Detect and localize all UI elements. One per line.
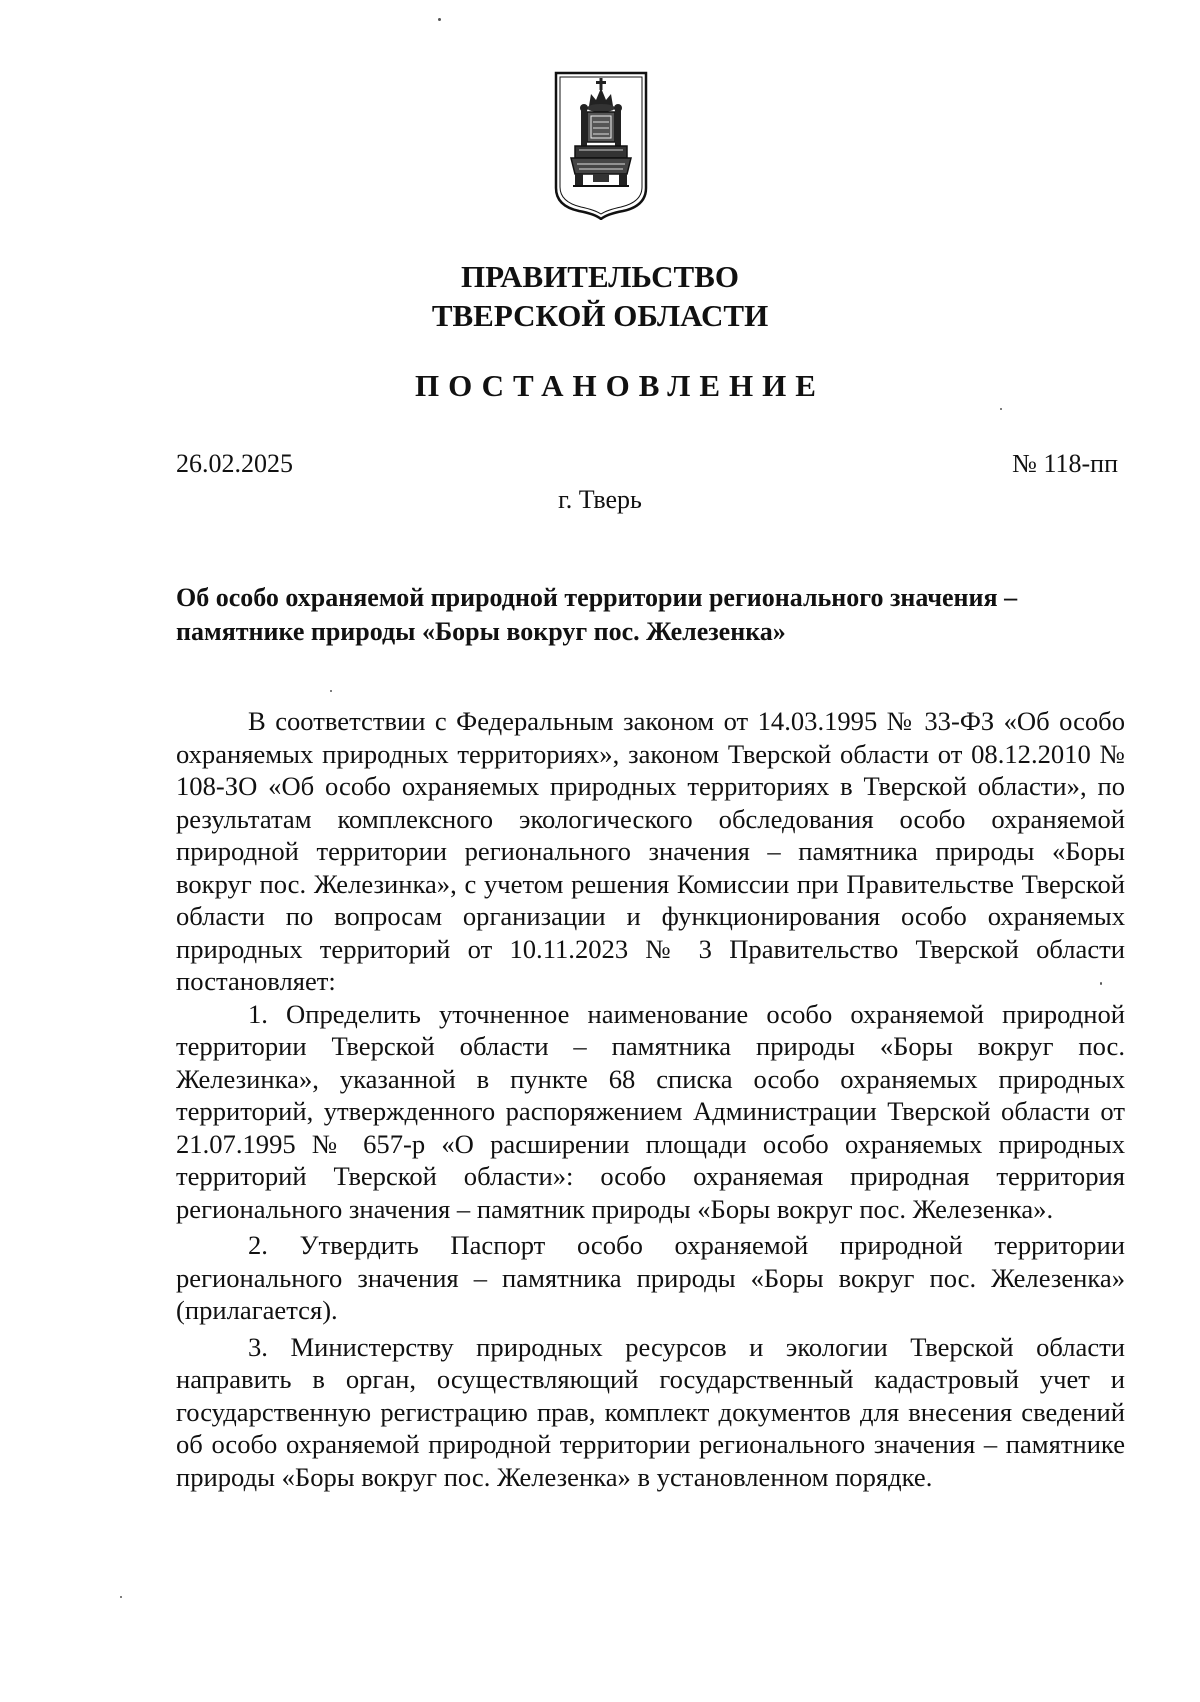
item-3-paragraph: 3. Министерству природных ресурсов и экологии Тверской области направить в орган, осуществляющий государственный кадастровый учет и государственную регистрацию прав, комплект документов для внесения сведений об особо охраняемой природной территории регионального значения – памятнике природы «Боры вокруг пос. Железенка» в установленном порядке.: [176, 1331, 1125, 1492]
document-date: 26.02.2025: [176, 449, 293, 478]
government-name-line2: ТВЕРСКОЙ ОБЛАСТИ: [431, 298, 769, 333]
document-number: № 118-пп: [1012, 449, 1118, 478]
preamble-paragraph: В соответствии с Федеральным законом от 14.03.1995 № 33-ФЗ «Об особо охраняемых природных территориях», законом Тверской области от 08.12.2010 № 108-ЗО «Об особо охраняемых природных территориях в Тверской области», по результатам комплексного экологического обследования особо охраняемой природной территории регионального значения – памятника природы «Боры вокруг пос. Железинка», с учетом решения Комиссии при Правительстве Тверской области по вопросам организации и функционирования особо охраняемых природных территорий от 10.11.2023 № 3 Правительство Тверской области постановляет:: [176, 706, 1125, 996]
item-1-paragraph: 1. Определить уточненное наименование особо охраняемой природной территории Тверской области – памятника природы «Боры вокруг пос. Железинка», указанной в пункте 68 списка особо охраняемых природных территорий, утвержденного распоряжением Администрации Тверской области от 21.07.1995 № 657-р «О расширении площади особо охраняемых природных территорий Тверской области»: особо охраняемая природная территория регионального значения – памятник природы «Боры вокруг пос. Железенка».: [176, 998, 1125, 1224]
document-city: г. Тверь: [558, 485, 642, 514]
tver-coat-of-arms-emblem: [553, 70, 649, 220]
document-body: [176, 705, 1125, 1493]
scan-speck: [438, 18, 441, 21]
document-subject: [176, 581, 1126, 649]
scan-speck: [120, 1596, 122, 1598]
subject-line1: Об особо охраняемой природной территории регионального значения –: [176, 583, 1018, 612]
scan-speck: [1100, 982, 1102, 985]
document-type-title: ПОСТАНОВЛЕНИЕ: [415, 368, 825, 403]
government-name-line1: ПРАВИТЕЛЬСТВО: [461, 259, 739, 294]
item-2-paragraph: 2. Утвердить Паспорт особо охраняемой природной территории регионального значения – памятника природы «Боры вокруг пос. Железенка» (прилагается).: [176, 1230, 1125, 1325]
scan-speck: [330, 690, 332, 692]
subject-line2: памятнике природы «Боры вокруг пос. Железенка»: [176, 617, 786, 646]
scan-speck: [1000, 408, 1002, 410]
